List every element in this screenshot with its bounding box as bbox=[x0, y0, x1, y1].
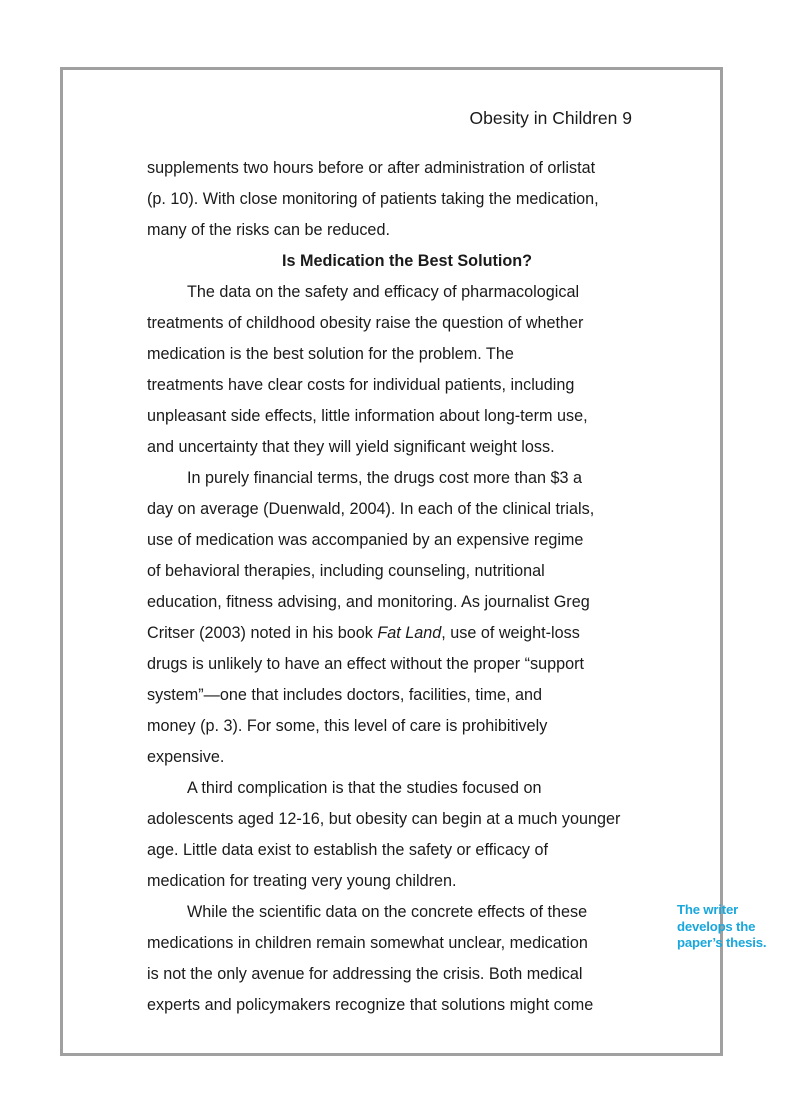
text-fragment: , use of weight-loss bbox=[441, 624, 580, 642]
running-head: Obesity in Children 9 bbox=[469, 108, 632, 128]
text-line: In purely financial terms, the drugs cost more than $3 a bbox=[187, 469, 582, 487]
text-line: medications in children remain somewhat unclear, medication bbox=[147, 934, 588, 952]
text-line: medication is the best solution for the problem. The bbox=[147, 345, 514, 363]
text-line: adolescents aged 12-16, but obesity can begin at a much younger bbox=[147, 810, 621, 828]
text-line: expensive. bbox=[147, 748, 225, 766]
text-line: experts and policymakers recognize that solutions might come bbox=[147, 996, 594, 1014]
text-line: education, fitness advising, and monitoring. As journalist Greg bbox=[147, 593, 590, 611]
text-line: While the scientific data on the concrete effects of these bbox=[187, 903, 588, 921]
text-line: use of medication was accompanied by an expensive regime bbox=[147, 531, 584, 549]
text-line: A third complication is that the studies focused on bbox=[187, 779, 542, 797]
margin-note-line: The writer bbox=[677, 902, 739, 917]
text-line: (p. 10). With close monitoring of patients taking the medication, bbox=[147, 190, 599, 208]
text-line: is not the only avenue for addressing the crisis. Both medical bbox=[147, 965, 583, 983]
margin-note-line: paper’s thesis. bbox=[677, 935, 767, 950]
text-fragment: Critser (2003) noted in his book bbox=[147, 624, 378, 642]
text-line bbox=[147, 618, 667, 649]
text-line: supplements two hours before or after administration of orlistat bbox=[147, 159, 596, 177]
text-line: treatments of childhood obesity raise the question of whether bbox=[147, 314, 584, 332]
text-line: money (p. 3). For some, this level of care is prohibitively bbox=[147, 717, 548, 735]
section-heading: Is Medication the Best Solution? bbox=[281, 252, 533, 270]
text-line: many of the risks can be reduced. bbox=[147, 221, 390, 239]
book-title: Fat Land bbox=[377, 624, 442, 642]
text-line: day on average (Duenwald, 2004). In each of the clinical trials, bbox=[147, 500, 595, 518]
text-line: of behavioral therapies, including counseling, nutritional bbox=[147, 562, 545, 580]
text-line: system”—one that includes doctors, facilities, time, and bbox=[147, 686, 542, 704]
text-line: The data on the safety and efficacy of pharmacological bbox=[187, 283, 580, 301]
body-text bbox=[147, 153, 667, 1021]
paper-page bbox=[60, 67, 723, 1056]
text-line: unpleasant side effects, little information about long-term use, bbox=[147, 407, 588, 425]
margin-note-line: develops the bbox=[677, 918, 756, 934]
text-line: medication for treating very young children. bbox=[147, 872, 457, 890]
text-line: and uncertainty that they will yield significant weight loss. bbox=[147, 438, 555, 456]
text-line: treatments have clear costs for individual patients, including bbox=[147, 376, 575, 394]
margin-annotation bbox=[677, 902, 777, 952]
text-line: drugs is unlikely to have an effect without the proper “support bbox=[147, 655, 585, 673]
text-line: age. Little data exist to establish the safety or efficacy of bbox=[147, 841, 549, 859]
